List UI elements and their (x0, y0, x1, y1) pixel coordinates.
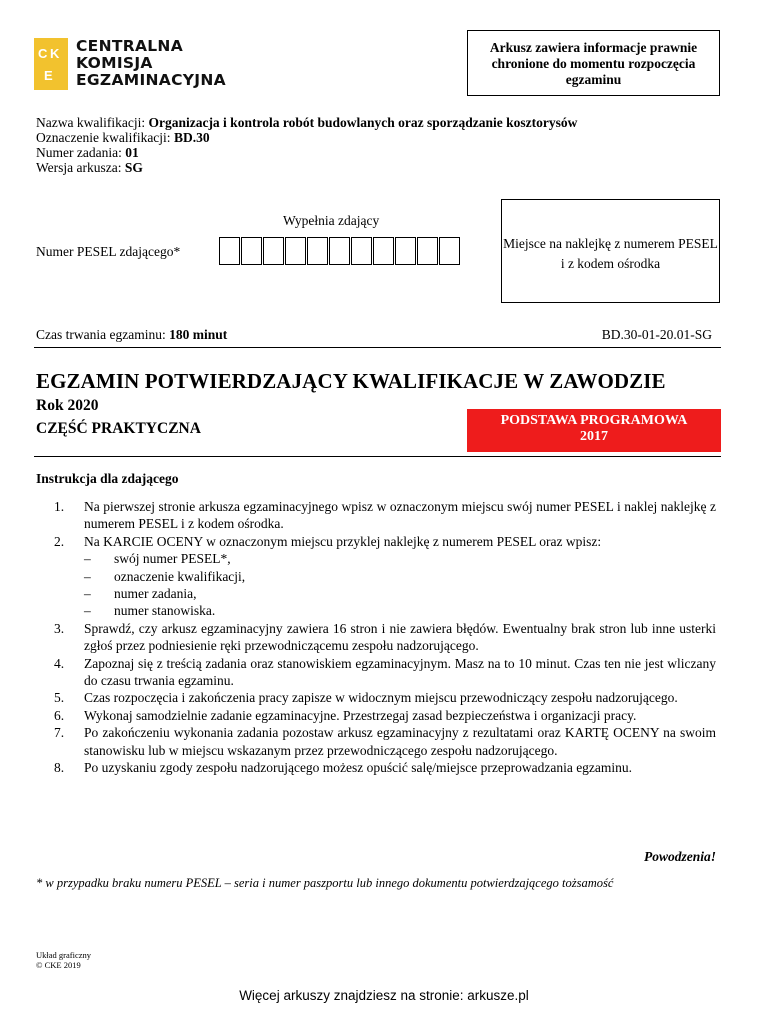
logo-letter: K (50, 46, 60, 61)
pesel-digit-box[interactable] (329, 237, 350, 265)
divider (34, 347, 721, 348)
divider (34, 456, 721, 457)
instructions-list (54, 498, 716, 777)
instruction-number: 4. (54, 655, 65, 671)
instruction-subitem: – oznaczenie kwalifikacji, (84, 568, 246, 584)
pesel-digit-box[interactable] (263, 237, 284, 265)
pesel-digit-box[interactable] (373, 237, 394, 265)
instruction-number: 1. (54, 499, 65, 514)
instruction-number: 5. (54, 690, 65, 706)
sheet-code: BD.30-01-20.01-SG (601, 327, 712, 342)
pesel-digit-box[interactable] (439, 237, 460, 265)
logo-letter: E (44, 68, 53, 83)
pesel-digit-box[interactable] (241, 237, 262, 265)
qualification-name: Organizacja i kontrola robót budowlanych oraz sporządzanie kosztorysów (148, 115, 578, 130)
exam-title: EGZAMIN POTWIERDZAJĄCY KWALIFIKACJE W ZAWODZIE (36, 369, 666, 393)
pesel-digit-box[interactable] (351, 237, 372, 265)
pesel-label: Numer PESEL zdającego* (36, 244, 181, 259)
cke-logo-text: CENTRALNA KOMISJA EGZAMINACYJNA (76, 37, 226, 89)
instruction-subitem: – numer stanowiska. (84, 603, 216, 619)
exam-duration: Czas trwania egzaminu: 180 minut (36, 327, 228, 342)
instruction-text: Zapoznaj się z treścią zadania oraz stanowiskiem egzaminacyjnym. Masz na to 10 minut. Czas ten nie jest wliczany do czasu trwania egzaminu. (84, 655, 716, 689)
instruction-item (54, 759, 716, 776)
fill-by-label: Wypełnia zdający (283, 213, 380, 228)
instruction-text: Na pierwszej stronie arkusza egzaminacyjnego wpisz w oznaczonym miejscu swój numer PESEL i naklej naklejkę z numerem PESEL i z kodem ośrodka. (84, 499, 716, 532)
instruction-item (54, 498, 716, 533)
task-number: 01 (125, 145, 139, 160)
instruction-item (54, 655, 716, 690)
logo-letter: C (38, 46, 48, 61)
pesel-digit-box[interactable] (285, 237, 306, 265)
instruction-number: 6. (54, 707, 65, 723)
instruction-item (54, 707, 716, 724)
instruction-text: Na KARCIE OCENY w oznaczonym miejscu przyklej naklejkę z numerem PESEL oraz wpisz: (84, 533, 602, 549)
qualification-meta: Nazwa kwalifikacji: Organizacja i kontrola robót budowlanych oraz sporządzanie kosztorysów Oznaczenie kwalifikacji: BD.30 Numer zadania: 01 Wersja arkusza: SG (36, 115, 578, 175)
sheet-version: SG (124, 160, 143, 175)
instruction-number: 8. (54, 760, 65, 776)
exam-part: CZĘŚĆ PRAKTYCZNA (36, 420, 201, 437)
exam-year: Rok 2020 (36, 397, 99, 414)
pesel-digit-box[interactable] (219, 237, 240, 265)
instruction-item (54, 533, 716, 550)
pesel-digit-box[interactable] (417, 237, 438, 265)
footnote: * w przypadku braku numeru PESEL – seria i numer paszportu lub innego dokumentu potwierdzającego tożsamość (36, 876, 614, 890)
sticker-placeholder: Miejsce na naklejkę z numerem PESEL i z kodem ośrodka (501, 199, 720, 303)
instruction-item (54, 689, 716, 706)
instruction-number: 3. (54, 620, 65, 636)
cke-logo-mark (34, 38, 68, 90)
instruction-item (54, 620, 716, 655)
instruction-number: 2. (54, 533, 65, 549)
layout-credit: Układ graficzny © CKE 2019 (36, 950, 91, 970)
good-luck: Powodzenia! (643, 849, 716, 864)
instruction-item (54, 724, 716, 759)
instruction-text: Po uzyskaniu zgody zespołu nadzorującego możesz opuścić salę/miejsce przeprowadzania egzaminu. (84, 760, 633, 776)
instructions-title: Instrukcja dla zdającego (36, 471, 179, 486)
instruction-subitem: – numer zadania, (84, 586, 197, 602)
qualification-code: BD.30 (173, 130, 210, 145)
pesel-digit-box[interactable] (307, 237, 328, 265)
instruction-number: 7. (54, 725, 65, 741)
curriculum-badge: PODSTAWA PROGRAMOWA 2017 (467, 409, 721, 452)
more-sheets-link[interactable]: Więcej arkuszy znajdziesz na stronie: arkusze.pl (239, 988, 529, 1003)
instruction-text: Po zakończeniu wykonania zadania pozostaw arkusz egzaminacyjny z rezultatami oraz KARTĘ OCENY na swoim stanowisku lub w miejscu wskazanym przez przewodniczącego zespołu nadzorującego. (84, 725, 716, 758)
pesel-digit-box[interactable] (395, 237, 416, 265)
instruction-text: Czas rozpoczęcia i zakończenia pracy zapisze w widocznym miejscu przewodniczący zespołu nadzorującego. (84, 690, 678, 706)
instruction-text: Sprawdź, czy arkusz egzaminacyjny zawiera 16 stron i nie zawiera błędów. Ewentualny brak stron lub inne usterki zgłoś przez podniesienie ręki przewodniczącemu zespołu nadzorującego. (84, 620, 716, 654)
confidential-notice: Arkusz zawiera informacje prawnie chronione do momentu rozpoczęcia egzaminu (467, 30, 720, 96)
instruction-text: Wykonaj samodzielnie zadanie egzaminacyjne. Przestrzegaj zasad bezpieczeństwa i organizacji pracy. (84, 707, 637, 723)
pesel-input-boxes[interactable] (219, 237, 461, 265)
instruction-subitem: – swój numer PESEL*, (84, 551, 231, 567)
